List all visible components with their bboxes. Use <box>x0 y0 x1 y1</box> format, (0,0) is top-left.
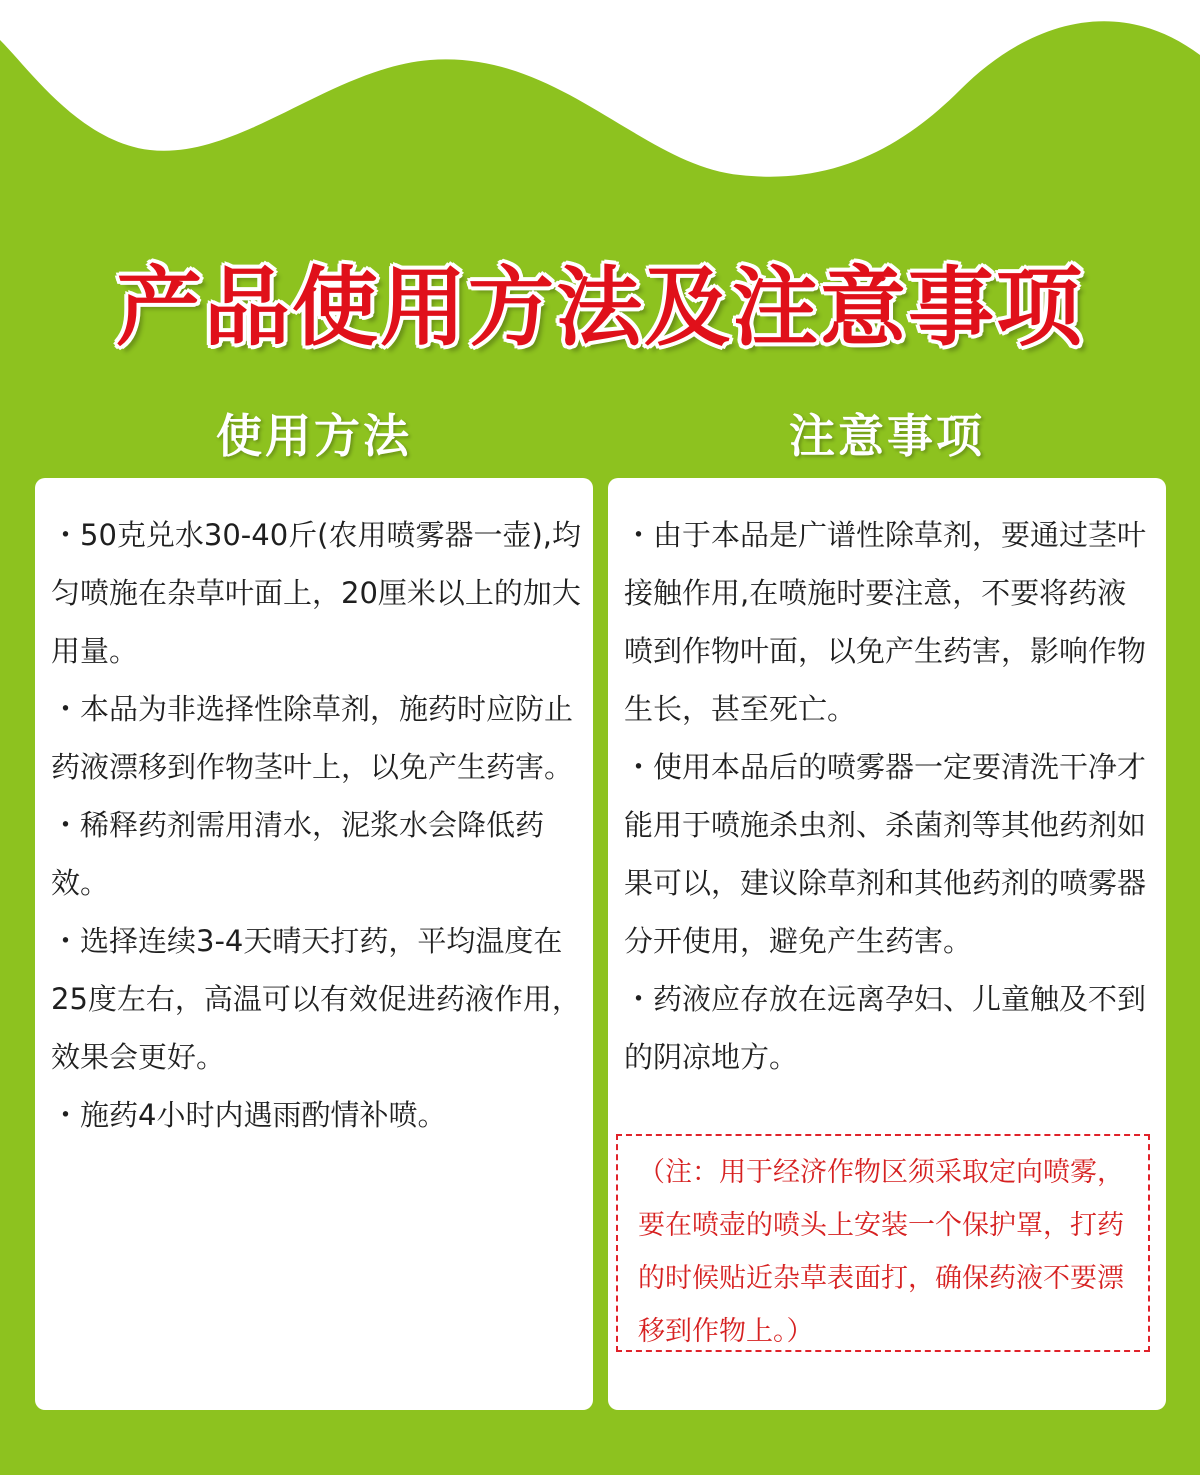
precautions-heading: 注意事项 <box>789 409 985 463</box>
usage-item: ・选择连续3-4天晴天打药，平均温度在25度左右，高温可以有效促进药液作用，效果会更好。 <box>51 924 581 1074</box>
usage-item: ・施药4小时内遇雨酌情补喷。 <box>51 1098 447 1132</box>
white-wave-decoration <box>0 0 1200 260</box>
warning-note-text: （注：用于经济作物区须采取定向喷雾，要在喷壶的喷头上安装一个保护罩，打药的时候贴近杂草表面打，确保药液不要漂移到作物上。） <box>638 1157 1124 1347</box>
usage-item: ・50克兑水30-40斤(农用喷雾器一壶),均匀喷施在杂草叶面上，20厘米以上的加大用量。 <box>51 518 582 668</box>
precaution-item: ・药液应存放在远离孕妇、儿童触及不到的阴凉地方。 <box>624 982 1147 1074</box>
warning-note-box <box>616 1134 1150 1352</box>
precaution-item: ・使用本品后的喷雾器一定要清洗干净才能用于喷施杀虫剂、杀菌剂等其他药剂如果可以，建议除草剂和其他药剂的喷雾器分开使用，避免产生药害。 <box>624 750 1147 958</box>
usage-item: ・本品为非选择性除草剂，施药时应防止药液漂移到作物茎叶上，以免产生药害。 <box>51 692 574 784</box>
precaution-item: ・由于本品是广谱性除草剂，要通过茎叶接触作用,在喷施时要注意，不要将药液喷到作物叶面，以免产生药害，影响作物生长，甚至死亡。 <box>624 518 1147 726</box>
usage-heading: 使用方法 <box>216 409 412 463</box>
usage-item: ・稀释药剂需用清水，泥浆水会降低药效。 <box>51 808 545 900</box>
usage-panel <box>35 478 593 1410</box>
page-title: 产品使用方法及注意事项 <box>116 258 1084 358</box>
